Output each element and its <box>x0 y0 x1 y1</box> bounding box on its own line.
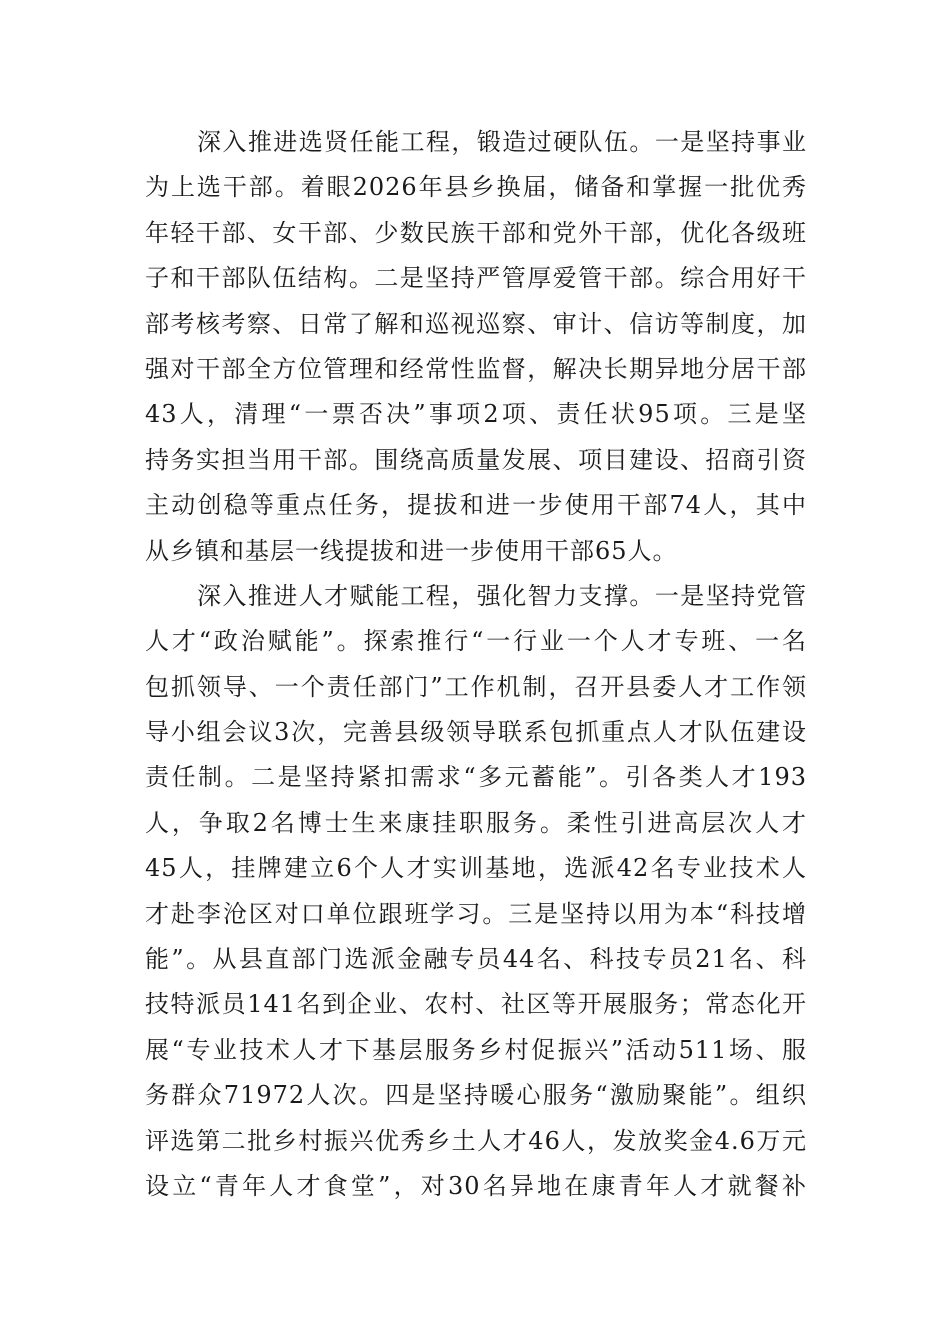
text-line: 为上选干部。着眼2026年县乡换届，储备和掌握一批优秀 <box>145 173 807 202</box>
text-line: 评选第二批乡村振兴优秀乡土人才46人，发放奖金4.6万元 <box>145 1126 807 1155</box>
text-line: 导小组会议3次，完善县级领导联系包抓重点人才队伍建设 <box>145 718 807 747</box>
text-line: 才赴李沧区对口单位跟班学习。三是坚持以用为本“科技增 <box>145 899 807 928</box>
text-line: 包抓领导、一个责任部门”工作机制，召开县委人才工作领 <box>145 672 807 701</box>
text-line: 强对干部全方位管理和经常性监督，解决长期异地分居干部 <box>145 354 807 383</box>
text-line: 人，争取2名博士生来康挂职服务。柔性引进高层次人才 <box>145 808 807 837</box>
text-line: 责任制。二是坚持紧扣需求“多元蓄能”。引各类人才193 <box>145 763 807 792</box>
text-line: 年轻干部、女干部、少数民族干部和党外干部，优化各级班 <box>145 218 807 247</box>
text-line: 展“专业技术人才下基层服务乡村促振兴”活动511场、服 <box>145 1035 807 1064</box>
text-line: 深入推进选贤任能工程，锻造过硬队伍。一是坚持事业 <box>197 128 807 156</box>
text-line: 技特派员141名到企业、农村、社区等开展服务；常态化开 <box>145 990 807 1019</box>
paragraph-cadre-selection <box>145 120 807 574</box>
paragraph-talent-empowerment <box>145 574 807 1209</box>
text-line: 设立“青年人才食堂”，对30名异地在康青年人才就餐补 <box>145 1171 807 1200</box>
text-line: 深入推进人才赋能工程，强化智力支撑。一是坚持党管 <box>197 581 807 610</box>
text-line: 45人，挂牌建立6个人才实训基地，选派42名专业技术人 <box>145 854 807 883</box>
text-line: 从乡镇和基层一线提拔和进一步使用干部65人。 <box>145 536 678 565</box>
body-text <box>145 120 807 1209</box>
text-line: 子和干部队伍结构。二是坚持严管厚爱管干部。综合用好干 <box>145 264 807 293</box>
text-line: 持务实担当用干部。围绕高质量发展、项目建设、招商引资 <box>145 445 807 474</box>
text-line: 人才“政治赋能”。探索推行“一行业一个人才专班、一名 <box>145 627 807 656</box>
text-line: 主动创稳等重点任务，提拔和进一步使用干部74人，其中 <box>145 491 807 520</box>
text-line: 43人，清理“一票否决”事项2项、责任状95项。三是坚 <box>145 400 807 429</box>
text-line: 务群众71972人次。四是坚持暖心服务“激励聚能”。组织 <box>145 1081 807 1110</box>
text-line: 部考核考察、日常了解和巡视巡察、审计、信访等制度，加 <box>145 309 807 338</box>
text-line: 能”。从县直部门选派金融专员44名、科技专员21名、科 <box>145 945 807 974</box>
